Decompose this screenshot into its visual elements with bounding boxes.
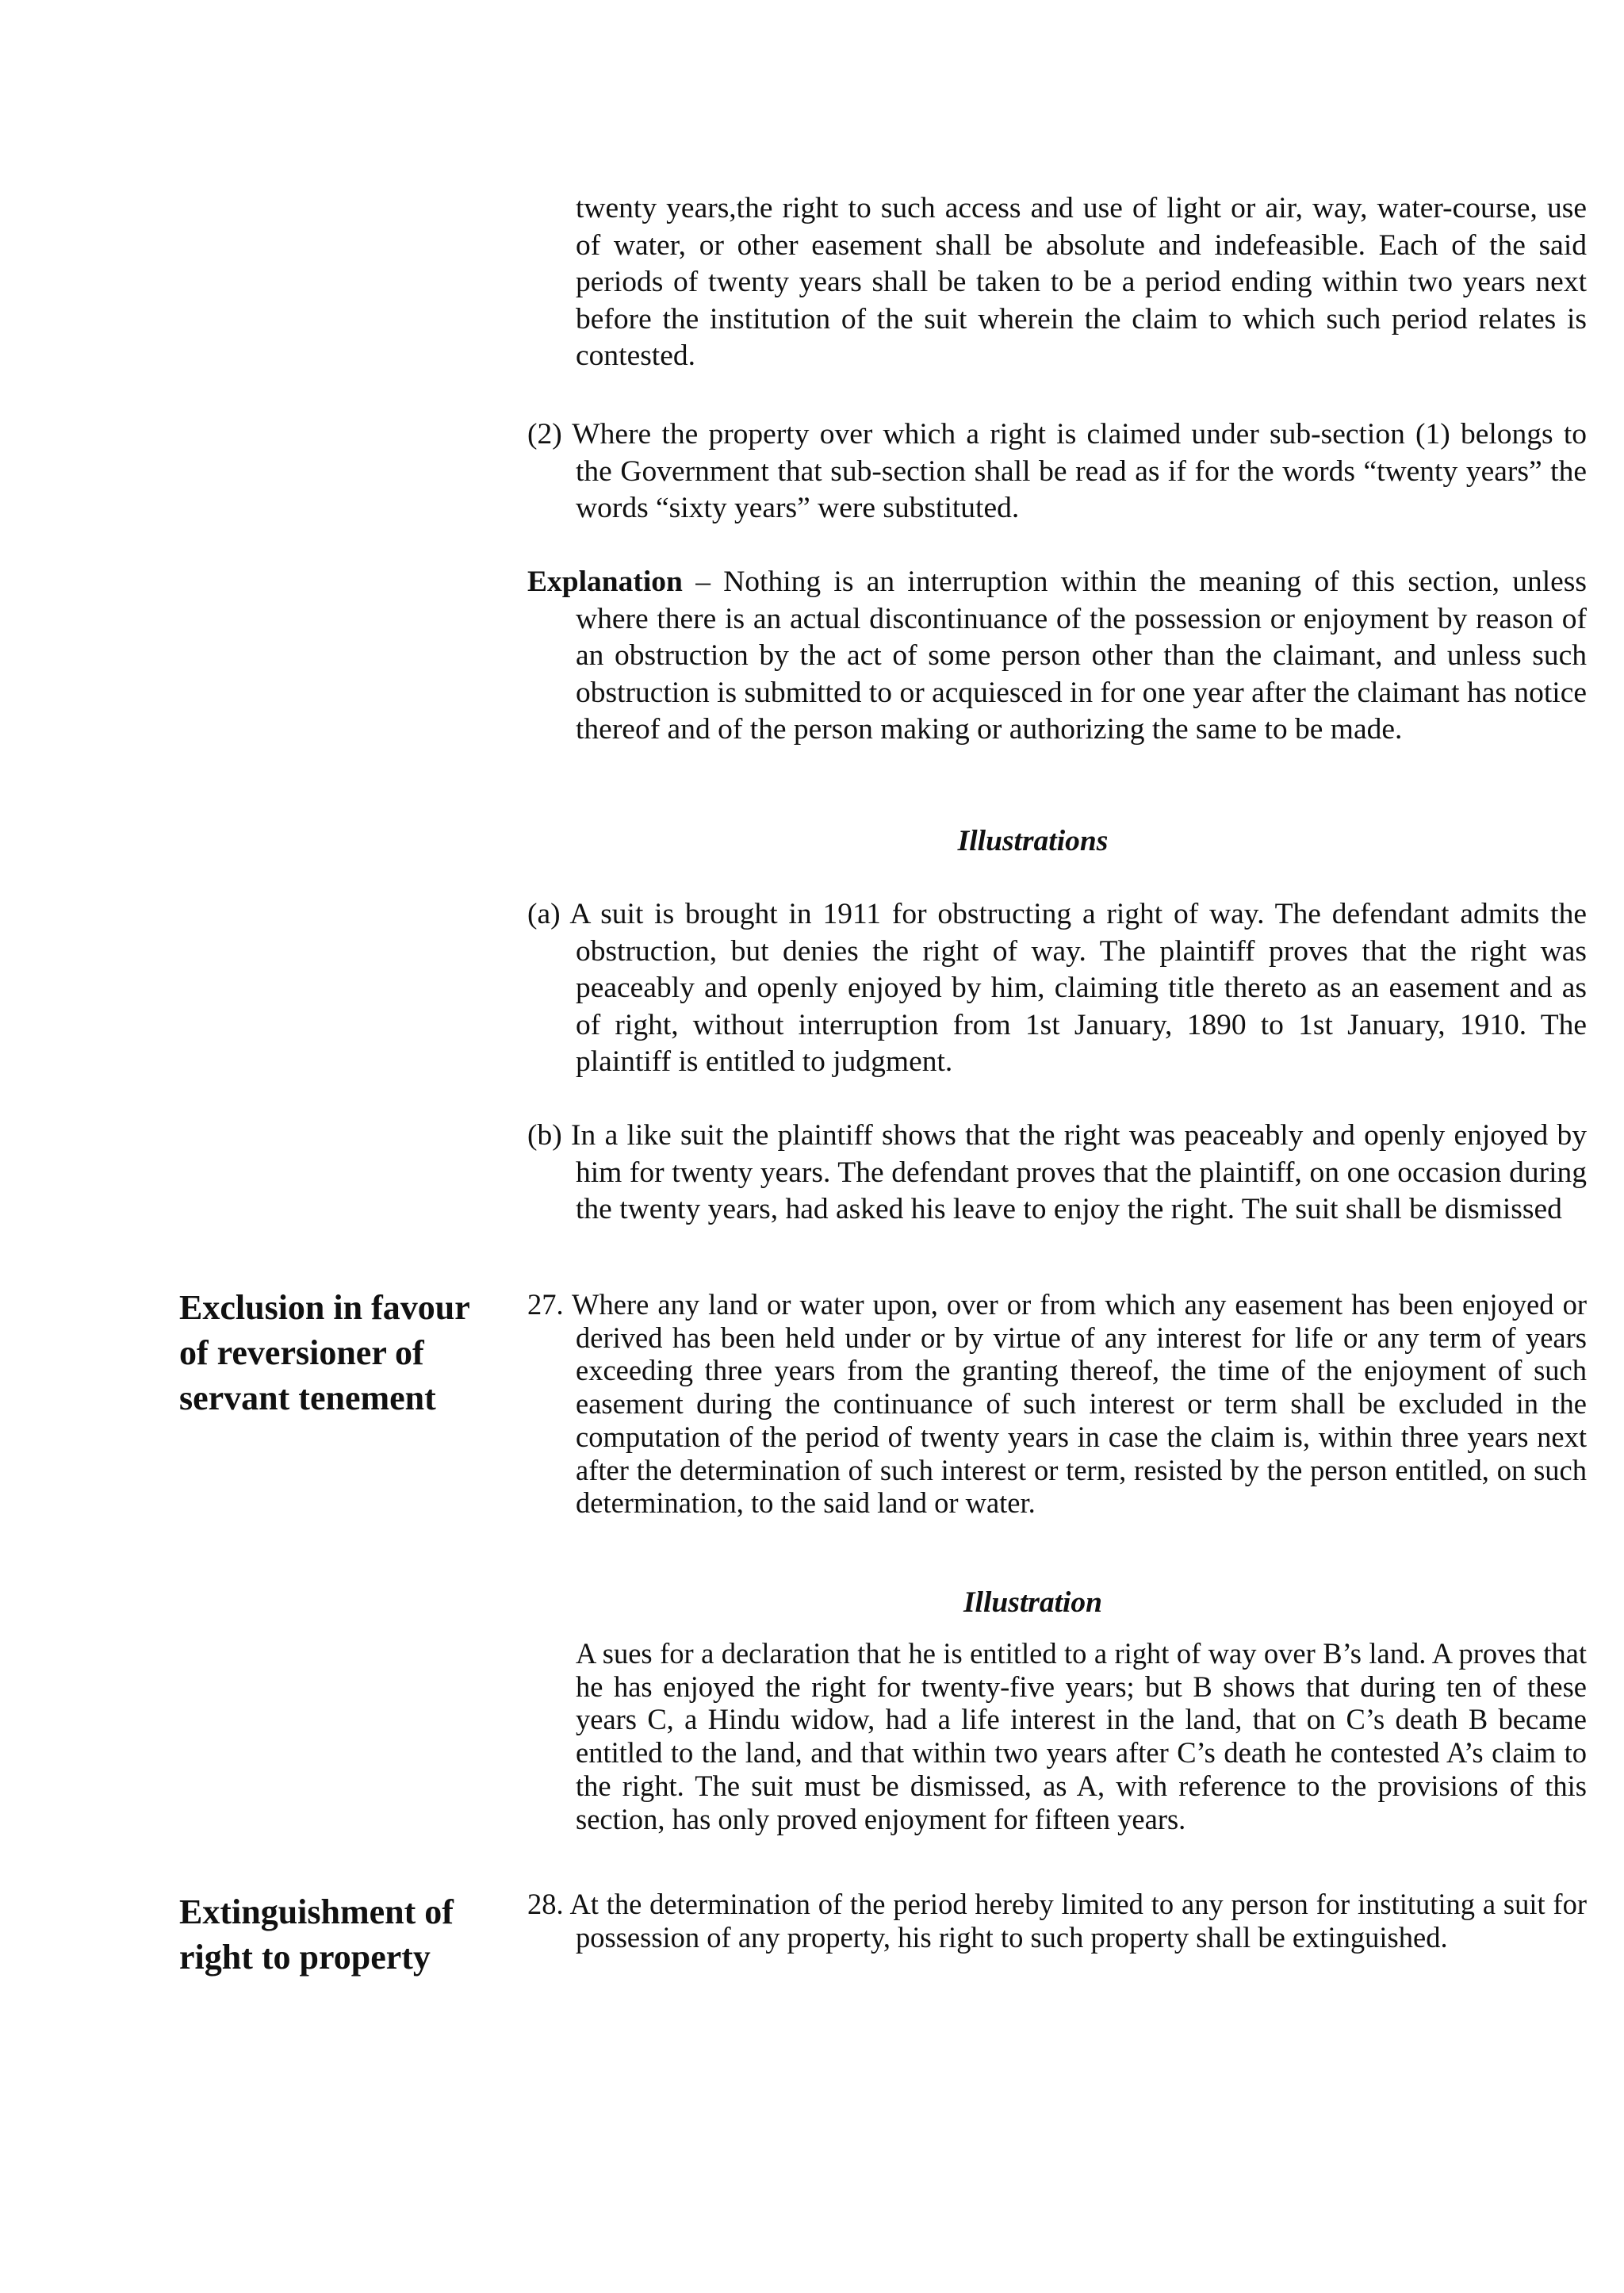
- section-27-heading: Exclusion in favour of reversioner of servant tenement: [179, 1288, 469, 1417]
- illustration-a-number: (a): [527, 898, 561, 930]
- illustration-a: [527, 896, 1587, 1081]
- section-28-text: At the determination of the period hereby limited to any person for instituting a suit for possession of any property, his right to such property shall be extinguished.: [569, 1888, 1587, 1954]
- subsection-2-number: (2): [527, 418, 562, 451]
- illustrations-heading: Illustrations: [957, 825, 1109, 857]
- section-27-body: [527, 1288, 1587, 1520]
- section-27-illustration-text: A sues for a declaration that he is entitled to a right of way over B’s land. A proves that he has enjoyed the right for twenty-five years; but B shows that during ten of these years C, a Hindu widow, had a life interest in the land, that on C’s death B became entitled to the land, and that within two years after C’s death he contested A’s claim to the right. The suit must be dismissed, as A, with reference to the provisions of this section, has only proved enjoyment for fifteen years.: [576, 1637, 1587, 1835]
- section-28-body: [527, 1888, 1587, 1954]
- section-28-number: 28.: [527, 1888, 564, 1920]
- section-27-illustration-heading: Illustration: [963, 1586, 1103, 1619]
- section-28-heading: Extinguishment of right to property: [179, 1892, 454, 1977]
- section-27-text: Where any land or water upon, over or from which any easement has been enjoyed or derived has been held under or by virtue of any interest for life or any term of years exceeding three years from the granting thereof, the time of the enjoyment of such easement during the continuance of such interest or term shall be excluded in the computation of the period of twenty years in case the claim is, within three years next after the determination of such interest or term, resisted by the person entitled, on such determination, to the said land or water.: [572, 1288, 1587, 1520]
- illustration-b-number: (b): [527, 1119, 562, 1152]
- illustration-b-text: In a like suit the plaintiff shows that the right was peaceably and openly enjoyed by him for twenty years. The defendant proves that the plaintiff, on one occasion during the twenty years, had asked his leave to enjoy the right. The suit shall be dismissed: [571, 1119, 1588, 1225]
- subsection-2: [527, 416, 1587, 527]
- illustration-a-text: A suit is brought in 1911 for obstructing a right of way. The defendant admits the obstruction, but denies the right of way. The plaintiff proves that the right was peaceably and openly enjoyed by him, claiming title thereto as an easement and as of right, without interruption from 1st January, 1890 to 1st January, 1910. The plaintiff is entitled to judgment.: [569, 898, 1587, 1078]
- section-27-number: 27.: [527, 1288, 564, 1321]
- illustration-b: [527, 1118, 1587, 1229]
- explanation-text: – Nothing is an interruption within the meaning of this section, unless where there is an actual discontinuance of the possession or enjoyment by reason of an obstruction by the act of some person other than the claimant, and unless such obstruction is submitted to or acquiesced in for one year after the claimant has notice thereof and of the person making or authorizing the same to be made.: [576, 566, 1587, 746]
- explanation-label: Explanation: [527, 566, 683, 598]
- continuation-paragraph: twenty years,the right to such access and use of light or air, way, water-course, use of water, or other easement shall be absolute and indefeasible. Each of the said periods of twenty years shall be taken to be a period ending within two years next before the institution of the suit wherein the claim to which such period relates is contested.: [576, 192, 1587, 372]
- explanation: [527, 564, 1587, 749]
- subsection-2-text: Where the property over which a right is claimed under sub-section (1) belongs to the Government that sub-section shall be read as if for the words “twenty years” the words “sixty years” were substituted.: [572, 418, 1588, 524]
